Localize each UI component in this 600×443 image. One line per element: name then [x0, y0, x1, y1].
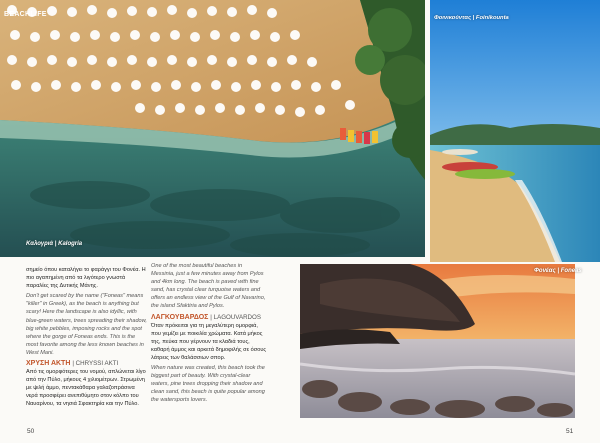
chryssi-akti-text-gr: Από τις ομορφότερες του νομού, απλώνεται λίγο από την Πύλο, μήκους 4 χιλιομέτρων. Στρωμένη με ψιλή άμμο, πεντακάθαρα γαλαζοπράσινα νερά προσφέρει ανεπιθύμητο στον κόλπο του Ναυαρίνου, τα νησιά Σφακτηρία και την Πύλο. — [26, 369, 146, 408]
foinikounta-beach-photo — [430, 0, 600, 262]
text-column-left — [26, 266, 147, 411]
heading-gr: ΧΡΥΣΗ ΑΚΤΗ — [26, 360, 71, 368]
section-label: BEACHLIFE — [4, 11, 47, 18]
page-number-left: 50 — [27, 428, 35, 435]
heading-en: CHRYSSI AKTI — [75, 360, 119, 368]
foneas-text-gr: σημείο όπου καταλήγει το φαράγγι του Φονέα. Η πιο αγαπημένη από τα λιγότερο γνωστά παραλίες της Δυτικής Μάνης. — [26, 267, 146, 290]
foneas-caption: Φονέας | Foneas — [534, 268, 582, 274]
text-column-middle — [151, 262, 267, 407]
lagouvardos-text-en: When nature was created, this beach took the biggest part of beauty. With crystal-clear waters, pine trees dropping their shadow and clean sand, this beach is quite popular among the watersports lovers. — [151, 365, 265, 404]
foneas-beach-photo — [300, 264, 575, 418]
foneas-text-en: Don't get scared by the name ("Foneas" means "killer" in Greek), as the beach is anything but scary! Here the landscape is also idyllic, with blue-green waters, trees spreading their shadow, big white pebbles, imposing rocks and the spot where the gorge of Foneas ends. This is the most favorite among the less known beaches in West Mani. — [26, 293, 147, 356]
chryssi-akti-text-en: One of the most beautiful beaches in Messinia, just a few minutes away from Pylos and 4km long. The beach is paved with fine sand, has crystal clear turquoise waters and offers an endless view of the Gulf of Navarino, the island Sfaktiria and Pylos. — [151, 263, 266, 310]
lagouvardos-text-gr: Όταν πρόκειται για τη μεγαλύτερη ομορφιά, που γεμίζει με ποικιλία χρώματα. Κατά μήκος της, πεύκα που γέρνουν τα κλαδιά τους, καθαρή άμμος και αρκετά δημοφιλής σε όσους λάτρεις των θαλάσσιων σπορ. — [151, 322, 267, 361]
page-number-right: 51 — [566, 428, 574, 435]
kalogria-caption: Καλογριά | Kalogria — [26, 241, 83, 247]
lagouvardos-heading: ΛΑΓΚΟΥΒΑΡΔΟΣ | LAGOUVARDOS — [151, 313, 261, 321]
heading-en: LAGOUVARDOS — [213, 313, 261, 321]
chryssi-akti-heading: ΧΡΥΣΗ ΑΚΤΗ | CHRYSSI AKTI — [26, 360, 119, 368]
foinikounta-caption: Φοινικούντας | Foinikounta — [434, 15, 509, 21]
kalogria-beach-photo — [0, 0, 425, 257]
heading-gr: ΛΑΓΚΟΥΒΑΡΔΟΣ — [151, 313, 209, 321]
